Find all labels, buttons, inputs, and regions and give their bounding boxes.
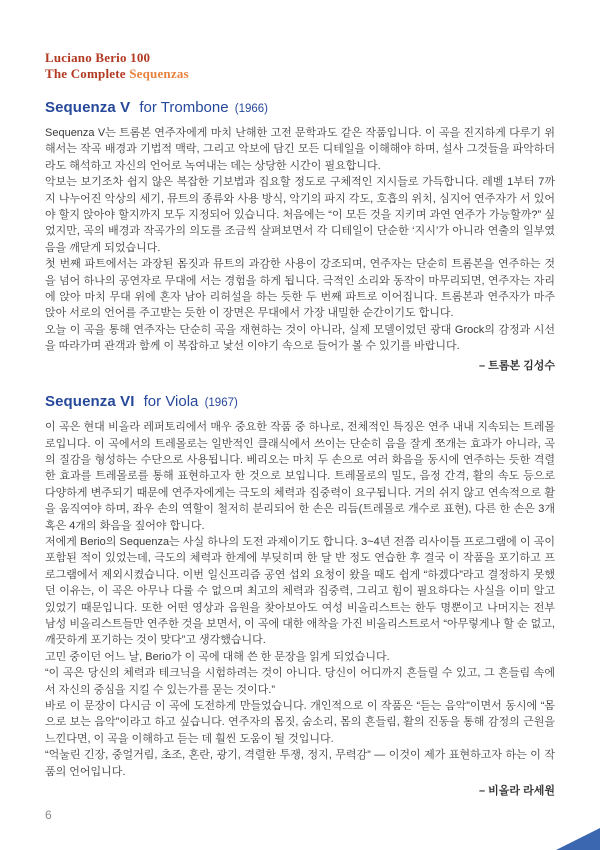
corner-triangle-decoration (556, 828, 600, 850)
section-vi-body (45, 419, 555, 780)
paragraph: Sequenza V는 트롬본 연주자에게 마치 난해한 고전 문학과도 같은 작품입니다. 이 곡을 진지하게 다루기 위해서는 작곡 배경과 기법적 맥락, 그리고 악보에 담긴 모든 디테일을 이해해야 하며, 설사 그것들을 파악하더라도 해석하고 자신의 언어로 녹여내는 데는 상당한 시간이 필요합니다. (45, 127, 555, 172)
paragraph: 오늘 이 곡을 통해 연주자는 단순히 곡을 재현하는 것이 아니라, 실제 모델이었던 광대 Grock의 감정과 시선을 따라가며 관객과 함께 이 복잡하고 낯선 이야기 속으로 들어가 볼 수 있기를 바랍니다. (45, 323, 555, 353)
section-vi-title-instrument: for Viola (143, 393, 199, 411)
paragraph: 악보는 보기조차 쉽지 않은 복잡한 기보법과 집요할 정도로 구체적인 지시들로 가득합니다. 레벨 1부터 7까지 나누어진 악상의 세기, 뮤트의 종류와 사용 방식, 악기의 파지 각도, 호흡의 위치, 심지어 연주자가 서 있어야 할지 앉아야 할지까지 모두 지정되어 있습니다. 처음에는 “이 모든 것을 지키며 과연 연주가 가능할까?” 싶었지만, 곡의 배경과 작곡가의 의도를 조금씩 살펴보면서 각 디테일이 단순한 ‘지시’가 아니라 연출의 일부였음을 깨닫게 되었습니다. (45, 176, 555, 254)
section-v-title-instrument: for Trombone (139, 99, 229, 116)
section-v-title-work: Sequenza V (45, 99, 131, 116)
booklet-title-line2 (45, 66, 555, 82)
paragraph: 저에게 Berio의 Sequenza는 사실 하나의 도전 과제이기도 합니다. 3~4년 전쯤 리사이틀 프로그램에 이 곡이 포함된 적이 있었는데, 극도의 체력과 한계에 부딪히며 한 달 반 정도 연습한 후 결국 이 작품을 포기하고 프로그램에서 제외시켰습니다. 이번 일신프리즘 공연 섭외 요청이 왔을 때도 쉽게 “하겠다”라고 결정하지 못했던 이유는, 이 곡은 아무나 다룰 수 없으며 최고의 체력과 집중력, 그리고 힘이 필요하다는 사실을 이미 알고 있었기 때문입니다. 또한 어떤 영상과 음원을 찾아보아도 여성 비올리스트는 한두 명뿐이고 나머지는 전부 남성 비올리스트들만 연주한 것을 보면서, 이 곡에 대한 애착을 가진 비올리스트로서 “아무렇게나 할 순 없고, 깨끗하게 포기하는 것이 맞다”고 생각했습니다. (45, 535, 555, 647)
section-sequenza-vi (45, 393, 555, 799)
booklet-title-line2-dark: The Complete (45, 66, 126, 81)
booklet-title-line2-orange: Sequenzas (129, 66, 189, 81)
paragraph: 고민 중이던 어느 날, Berio가 이 곡에 대해 쓴 한 문장을 읽게 되었습니다. (45, 650, 390, 663)
paragraph: 첫 번째 파트에서는 과장된 몸짓과 뮤트의 과감한 사용이 강조되며, 연주자는 단순히 트롬본을 연주하는 것을 넘어 하나의 공연자로 무대에 서는 경험을 하게 됩니다. 극적인 소리와 동작이 마무리되면, 연주자는 자리에 앉아 마치 무대 위에 혼자 남아 리허설을 하는 듯한 두 번째 파트로 이어집니다. 트롬본과 연주자가 마주 앉아 서로의 언어를 주고받는 듯한 이 장면은 무대에서 가장 내밀한 순간이기도 합니다. (45, 258, 555, 320)
section-v-signature: – 트롬본 김성수 (479, 359, 555, 372)
paragraph: 바로 이 문장이 다시금 이 곡에 도전하게 만들었습니다. 개인적으로 이 작품은 “듣는 음악”이면서 동시에 “몸으로 보는 음악”이라고 하고 싶습니다. 연주자의 몸짓, 숨소리, 몸의 흔들림, 활의 진동을 통해 감정의 근원을 느낀다면, 이 곡을 이해하고 듣는 데 훨씬 도움이 될 것입니다. (45, 700, 555, 745)
page-number: 6 (45, 808, 52, 822)
section-vi-title (45, 393, 555, 412)
section-vi-title-year: (1967) (204, 397, 238, 410)
section-v-title (45, 99, 555, 118)
section-vi-title-work: Sequenza VI (45, 393, 135, 411)
booklet-header (45, 50, 555, 82)
paragraph: “억눌린 긴장, 중얼거림, 초조, 혼란, 광기, 격렬한 투쟁, 정지, 무력감” — 이것이 제가 표현하고자 하는 이 작품의 언어입니다. (45, 749, 555, 778)
section-v-title-year: (1966) (234, 103, 269, 115)
booklet-title-line1: Luciano Berio 100 (45, 50, 151, 65)
section-vi-signature: – 비올라 라세원 (479, 785, 555, 798)
section-sequenza-v (45, 99, 555, 374)
section-v-body (45, 125, 555, 355)
paragraph: 이 곡은 현대 비올라 레퍼토리에서 매우 중요한 작품 중 하나로, 전체적인 특징은 연주 내내 지속되는 트레몰로입니다. 이 곡에서의 트레몰로는 일반적인 클래식에서 쓰이는 단순히 음을 잘게 쪼개는 효과가 아니라, 곡의 질감을 형성하는 수단으로 사용됩니다. 베리오는 마치 두 손으로 여러 화음을 동시에 연주하는 듯한 격렬한 효과를 트레몰로를 통해 표현하고자 한 것으로 보입니다. 트레몰로의 밀도, 음정 간격, 활의 속도 등으로 다양하게 변주되기 때문에 연주자에게는 극도의 체력과 집중력이 요구됩니다. 거의 쉬지 않고 연속적으로 활을 움직여야 하며, 좌우 손의 역할이 철저히 분리되어 한 손은 리듬(트레몰로 개수로 표현), 다른 한 손은 3개 혹은 4개의 화음을 짚어야 합니다. (45, 421, 555, 532)
paragraph: “이 곡은 당신의 체력과 테크닉을 시험하려는 것이 아니다. 당신이 어디까지 흔들릴 수 있고, 그 흔들림 속에서 자신의 중심을 지킬 수 있는가를 묻는 것이다.” (45, 667, 555, 696)
